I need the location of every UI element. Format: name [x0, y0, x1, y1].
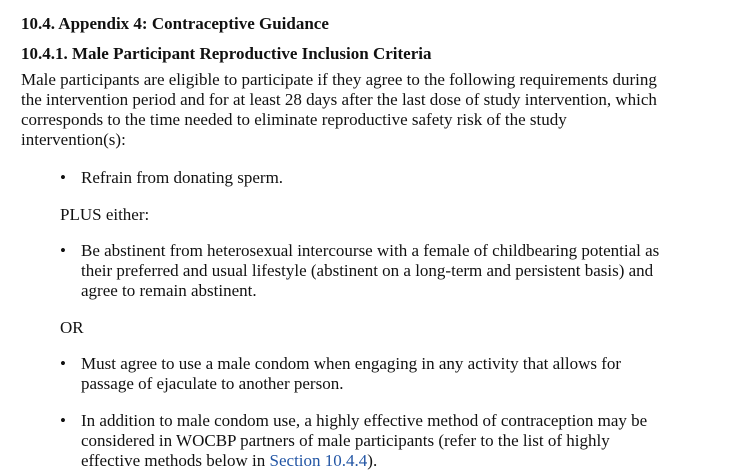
bullet-icon: •	[60, 354, 66, 373]
bullet-line: Must agree to use a male condom when engaging in any activity that allows for	[81, 354, 622, 373]
bullet-icon: •	[60, 168, 66, 187]
intro-paragraph	[21, 70, 711, 150]
intro-line: the intervention period and for at least 28 days after the last dose of study intervention, which	[21, 90, 657, 109]
bullet-icon: •	[60, 241, 66, 260]
bullet-line: Be abstinent from heterosexual intercourse with a female of childbearing potential as	[81, 241, 660, 260]
subsection-heading: 10.4.1. Male Participant Reproductive Inclusion Criteria	[21, 44, 432, 63]
plus-either-label: PLUS either:	[60, 205, 150, 224]
or-label: OR	[60, 318, 84, 337]
intro-line: corresponds to the time needed to eliminate reproductive safety risk of the study	[21, 110, 567, 129]
bullet-line: In addition to male condom use, a highly effective method of contraception may be	[81, 411, 648, 430]
section-heading: 10.4. Appendix 4: Contraceptive Guidance	[21, 14, 329, 33]
bullet-icon: •	[60, 411, 66, 430]
bullet-line: passage of ejaculate to another person.	[81, 374, 344, 393]
bullet-line: their preferred and usual lifestyle (abstinent on a long-term and persistent basis) and	[81, 261, 654, 280]
bullet-line-prefix: effective methods below in	[81, 451, 270, 470]
bullet-line-suffix: ).	[367, 451, 378, 470]
bullet-line: agree to remain abstinent.	[81, 281, 257, 300]
bullet-line: Refrain from donating sperm.	[81, 168, 284, 187]
bullet-line-last	[81, 451, 701, 471]
intro-line: intervention(s):	[21, 130, 126, 149]
intro-line: Male participants are eligible to participate if they agree to the following requirements during	[21, 70, 657, 89]
section-10-4-4-link[interactable]: Section 10.4.4	[269, 451, 368, 470]
bullet-line: considered in WOCBP partners of male participants (refer to the list of highly	[81, 431, 610, 450]
